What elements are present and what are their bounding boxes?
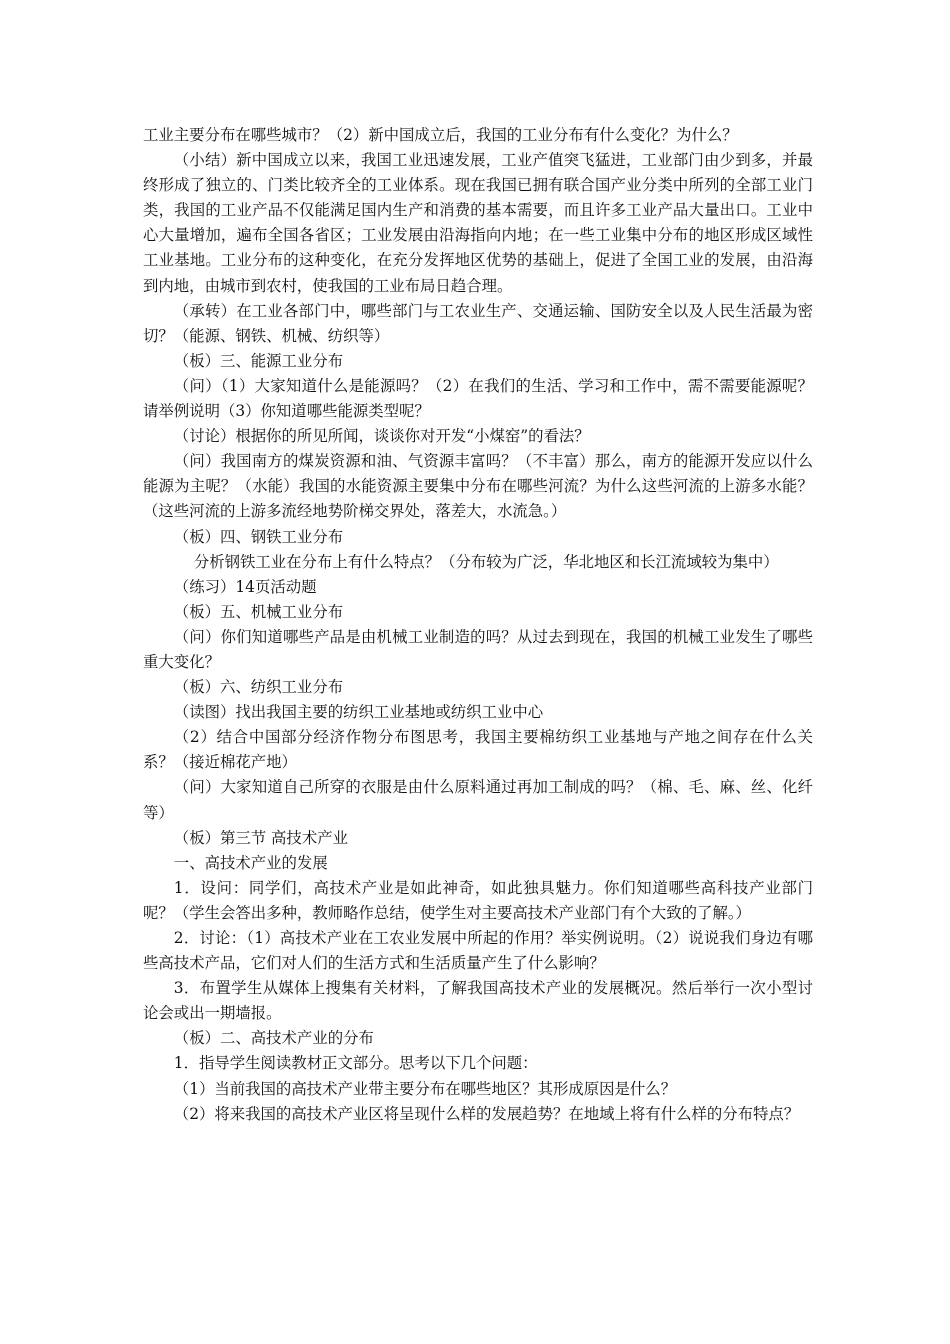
paragraph-item-3: 3．布置学生从媒体上搜集有关材料，了解我国高技术产业的发展概况。然后举行一次小型讨论会或出一期墙报。 [143,979,813,1023]
paragraph-exercise: （练习）14页活动题 [173,577,317,596]
paragraph-cotton-relation: （2）结合中国部分经济作物分布图思考，我国主要棉纺织工业基地与产地之间存在什么关系？（接近棉花产地） [143,728,813,772]
paragraph-transition: （承转）在工业各部门中，哪些部门与工农业生产、交通运输、国防安全以及人民生活最为密切？（能源、钢铁、机械、纺织等） [143,301,813,345]
paragraph-item-2: 2．讨论：（1）高技术产业在工农业发展中所起的作用？举实例说明。（2）说说我们身边有哪些高技术产品，它们对人们的生活方式和生活质量产生了什么影响？ [143,929,813,973]
paragraph-steel-analysis: 分析钢铁工业在分布上有什么特点？（分布较为广泛，华北地区和长江流域较为集中） [193,552,779,571]
paragraph-question-2: （2）将来我国的高技术产业区将呈现什么样的发展趋势？在地域上将有什么样的分布特点？ [173,1104,800,1123]
paragraph-1: 工业主要分布在哪些城市？（2）新中国成立后，我国的工业分布有什么变化？为什么？ [143,126,738,144]
paragraph-guide-reading: 1．指导学生阅读教材正文部分。思考以下几个问题： [173,1054,538,1073]
heading-steel-industry: （板）四、钢铁工业分布 [173,527,344,546]
paragraph-discussion: （讨论）根据你的所见所闻，谈谈你对开发“小煤窑”的看法？ [173,427,590,446]
heading-section-three: （板）第三节 高技术产业 [173,828,348,847]
heading-textile-industry: （板）六、纺织工业分布 [173,678,344,697]
paragraph-energy-question: （问）（1）大家知道什么是能源吗？（2）在我们的生活、学习和工作中，需不需要能源呢？请举例说明（3）你知道哪些能源类型呢？ [143,376,813,421]
document-page [143,123,813,1127]
paragraph-question-1: （1）当前我国的高技术产业带主要分布在哪些地区？其形成原因是什么？ [173,1079,677,1098]
paragraph-south-energy: （问）我国南方的煤炭资源和油、气资源丰富吗？（不丰富）那么，南方的能源开发应以什么能源为主呢？（水能）我国的水能资源主要集中分布在哪些河流？为什么这些河流的上游多水能？（这些河流的上游多流经地势阶梯交界处，落差大，水流急。） [143,452,813,521]
heading-hightech-development: 一、高技术产业的发展 [173,853,328,872]
paragraph-item-1: 1．设问：同学们，高技术产业是如此神奇，如此独具魅力。你们知道哪些高科技产业部门呢？（学生会答出多种，教师略作总结，使学生对主要高技术产业部门有个大致的了解。） [143,878,813,922]
paragraph-machinery-question: （问）你们知道哪些产品是由机械工业制造的吗？从过去到现在，我国的机械工业发生了哪些重大变化？ [143,627,813,671]
paragraph-summary: （小结）新中国成立以来，我国工业迅速发展，工业产值突飞猛进，工业部门由少到多，并最终形成了独立的、门类比较齐全的工业体系。现在我国已拥有联合国产业分类中所列的全部工业门类，我国的工业产品不仅能满足国内生产和消费的基本需要，而且许多工业产品大量出口。工业中心大量增加，遍布全国各省区；工业发展由沿海指向内地；在一些工业集中分布的地区形成区域性工业基地。工业分布的这种变化，在充分发挥地区优势的基础上，促进了全国工业的发展，由沿海到内地，由城市到农村，使我国的工业布局日趋合理。 [143,151,813,295]
heading-machinery-industry: （板）五、机械工业分布 [173,602,344,621]
heading-hightech-distribution: （板）二、高技术产业的分布 [173,1029,374,1048]
paragraph-clothing-question: （问）大家知道自己所穿的衣服是由什么原料通过再加工制成的吗？（棉、毛、麻、丝、化纤等） [143,778,813,822]
paragraph-read-map: （读图）找出我国主要的纺织工业基地或纺织工业中心 [173,703,544,722]
heading-energy-industry: （板）三、能源工业分布 [173,351,344,370]
